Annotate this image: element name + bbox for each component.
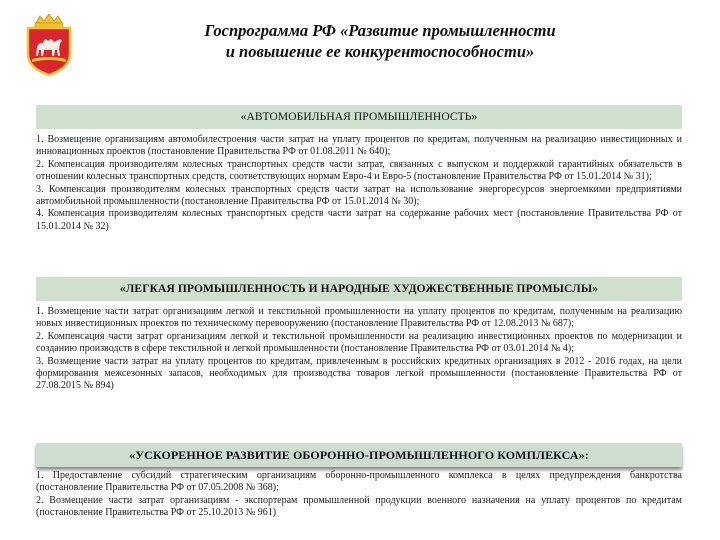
list-item: 1. Возмещение организациям автомобилестроения части затрат на уплату процентов по кредитам, полученным на реализацию инвестиционных и инновационных проектов (постановление Правительства РФ от 01.08.2011 № 640); [36, 134, 682, 158]
list-item: 3. Компенсация производителям колесных транспортных средств части затрат на использование энергоресурсов энергоемкими предприятиями автомобильной промышленности (постановление Правительства РФ от 15.01.2014 № 30); [36, 183, 682, 208]
section-body-automotive [36, 134, 682, 233]
section-heading-light-industry: «ЛЕГКАЯ ПРОМЫШЛЕННОСТЬ И НАРОДНЫЕ ХУДОЖЕСТВЕННЫЕ ПРОМЫСЛЫ» [36, 277, 682, 301]
list-item: 4. Компенсация производителям колесных транспортных средств части затрат на содержание рабочих мест (постановление Правительства РФ от 15.01.2014 № 32) [36, 208, 682, 232]
list-item: 2. Компенсация части затрат организациям легкой и текстильной промышленности на реализацию инвестиционных проектов по модернизации и созданию производств в сфере текстильной и легкой промышленности (постановление Правительства РФ от 03.01.2014 № 4); [36, 330, 682, 355]
title-line-1: Госпрограмма РФ «Развитие промышленности [204, 21, 556, 40]
list-item: 1. Возмещение части затрат организациям легкой и текстильной промышленности на уплату процентов по кредитам, полученным на реализацию новых инвестиционных проектов по техническому перевооружению (постановление Правительства РФ от 12.08.2013 № 687); [36, 306, 682, 330]
chelyabinsk-coat-of-arms-icon [22, 14, 76, 76]
section-body-defense [36, 470, 682, 520]
list-item: 2. Компенсация производителям колесных транспортных средств части затрат, связанных с выпуском и поддержкой гарантийных обязательств в отношении колесных транспортных средств, соответствующих нормам Евро-4 и Евро-5 (постановление Правительства РФ от 15.01.2014 № 31); [36, 158, 682, 183]
list-item: 2. Возмещение части затрат организациям - экспортерам промышленной продукции военного назначения на уплату процентов по кредитам (постановление Правительства РФ от 25.10.2013 № 961) [36, 494, 682, 519]
title-line-2: и повышение ее конкурентоспособности» [225, 42, 535, 61]
section-heading-defense: «УСКОРЕННОЕ РАЗВИТИЕ ОБОРОННО-ПРОМЫШЛЕННОГО КОМПЛЕКСА»: [36, 443, 682, 467]
section-heading-automotive: «АВТОМОБИЛЬНАЯ ПРОМЫШЛЕННОСТЬ» [36, 105, 682, 129]
page-title [100, 20, 660, 62]
list-item: 3. Возмещение части затрат на уплату процентов по кредитам, привлеченным в российских кредитных организациях в 2012 - 2016 годах, на цели формирования межсезонных запасов, необходимых для производства товаров легкой промышленности (постановление Правительства РФ от 27.08.2015 № 894) [36, 355, 682, 392]
section-body-light-industry [36, 306, 682, 393]
list-item: 1. Предоставление субсидий стратегическим организациям оборонно-промышленного комплекса в целях предупреждения банкротства (постановление Правительства РФ от 07.05.2008 № 368); [36, 470, 682, 494]
